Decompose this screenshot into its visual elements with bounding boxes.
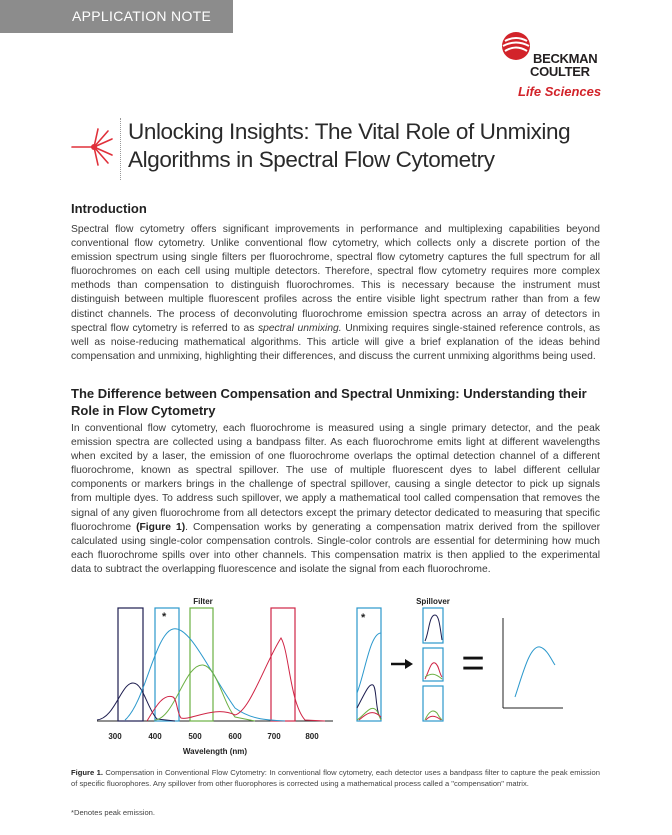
x-tick: 800	[305, 732, 319, 741]
spillover-panels	[423, 608, 443, 721]
caption-label: Figure 1.	[71, 768, 103, 777]
single-detector-panel	[357, 608, 381, 721]
filter-label: Filter	[193, 597, 213, 606]
intro-text-part1: Spectral flow cytometry offers significant improvements in performance and multiplexing capabilities beyond conventional flow cytometry. Unlike conventional flow cytometry, which collects only a discrete portion of the emission spectrum using single filters per fluorochrome, spectral flow cytometry captures the full spectrum for all fluorochromes on each cell using multiple detectors. Therefore, spectral flow cytometry requires more complex methods than compensation to distinguish fluorochromes. This is necessary because the instrument must distinguish between multiple fluorescent profiles across the entire visible light spectrum rather than from a few distinct channels. The process of deconvoluting fluorochrome emission spectra across an array of detectors in spectral flow cytometry is referred to as	[71, 224, 600, 334]
equals-sign: =	[461, 641, 485, 685]
peak-marker: *	[162, 611, 167, 623]
figure-1-compensation-diagram	[85, 593, 605, 763]
compensation-paragraph	[71, 422, 600, 577]
filter-band-violet	[118, 608, 143, 721]
caption-text: Compensation in Conventional Flow Cytometry: In conventional flow cytometry, each detector uses a bandpass filter to capture the peak emission of specific fluorophores. Any spillover from other fluorophores is corrected using a mathematical process called a "compensation" matrix.	[71, 768, 600, 788]
spillover-curve	[425, 615, 442, 641]
peak-marker: *	[361, 612, 366, 624]
filter-band-red	[271, 608, 295, 721]
x-tick: 700	[267, 732, 281, 741]
spillover-box	[423, 686, 443, 721]
compensation-text-part2: . Compensation works by generating a compensation matrix derived from the spillover calculated using single-color compensation controls. Single-color controls are essential for determining how much each fluorochrome spills over into other channels. This compensation matrix is then applied to the experimental data to subtract the overlapping fluorescence and isolate the signal from each fluorochrome.	[71, 521, 600, 575]
intro-text-part2: Unmixing requires single-stained reference controls, as well as noise-reducing mathematical algorithms. This article will give a brief explanation of the ideas behind compensation and unmixing, highlighting their differences, and discuss the current unmixing algorithms being used.	[71, 322, 600, 362]
x-tick: 400	[148, 732, 162, 741]
section-heading-compensation: The Difference between Compensation and Spectral Unmixing: Understanding their Role in Flow Cytometry	[71, 386, 587, 418]
result-curve	[515, 647, 555, 697]
spillover-label: Spillover	[416, 597, 450, 606]
spectral-burst-icon	[70, 125, 114, 169]
x-axis-label: Wavelength (nm)	[182, 747, 248, 756]
spectra-plot	[97, 597, 333, 756]
title-divider	[120, 118, 121, 180]
logo-text-coulter: COULTER	[530, 64, 590, 79]
figure-reference: (Figure 1)	[136, 521, 186, 533]
section-heading-introduction: Introduction	[71, 201, 147, 216]
logo-text-life-sciences: Life Sciences	[518, 84, 602, 99]
spillover-curve	[425, 674, 442, 679]
x-tick: 500	[188, 732, 202, 741]
result-plot	[503, 618, 563, 708]
figure-caption	[71, 768, 600, 789]
logo-text-beckman: BECKMAN	[533, 51, 598, 66]
detector-curve-blue	[357, 633, 381, 693]
footnote: *Denotes peak emission.	[71, 808, 155, 817]
x-tick: 600	[228, 732, 242, 741]
intro-paragraph	[71, 223, 600, 364]
intro-emphasis: spectral unmixing.	[257, 322, 342, 334]
arrow-right-icon	[391, 659, 413, 669]
emission-curve-blue	[125, 629, 285, 721]
application-note-banner: APPLICATION NOTE	[0, 0, 233, 33]
x-tick: 300	[108, 732, 122, 741]
compensation-text-part1: In conventional flow cytometry, each fluorochrome is measured using a single primary detector, and the peak emission spectra are collected using a bandpass filter. As each fluorochrome emits light at different wavelengths when excited by a laser, the emission of one fluorochrome overlaps the optimal detection channel of a different fluorochrome, known as spectral spillover. The use of multiple fluorescent dyes to label different cellular components or markers brings in the challenge of spectral spillover, causing a single detector to pick up signals from multiple dyes. To address such spillover, we apply a mathematical tool called compensation that removes the signal of any given fluorochrome from all detectors except the primary detector dedicated to measuring that specific fluorochrome	[71, 423, 600, 533]
detector-band	[357, 608, 381, 721]
page-title: Unlocking Insights: The Vital Role of Unmixing Algorithms in Spectral Flow Cytometry	[128, 119, 571, 172]
